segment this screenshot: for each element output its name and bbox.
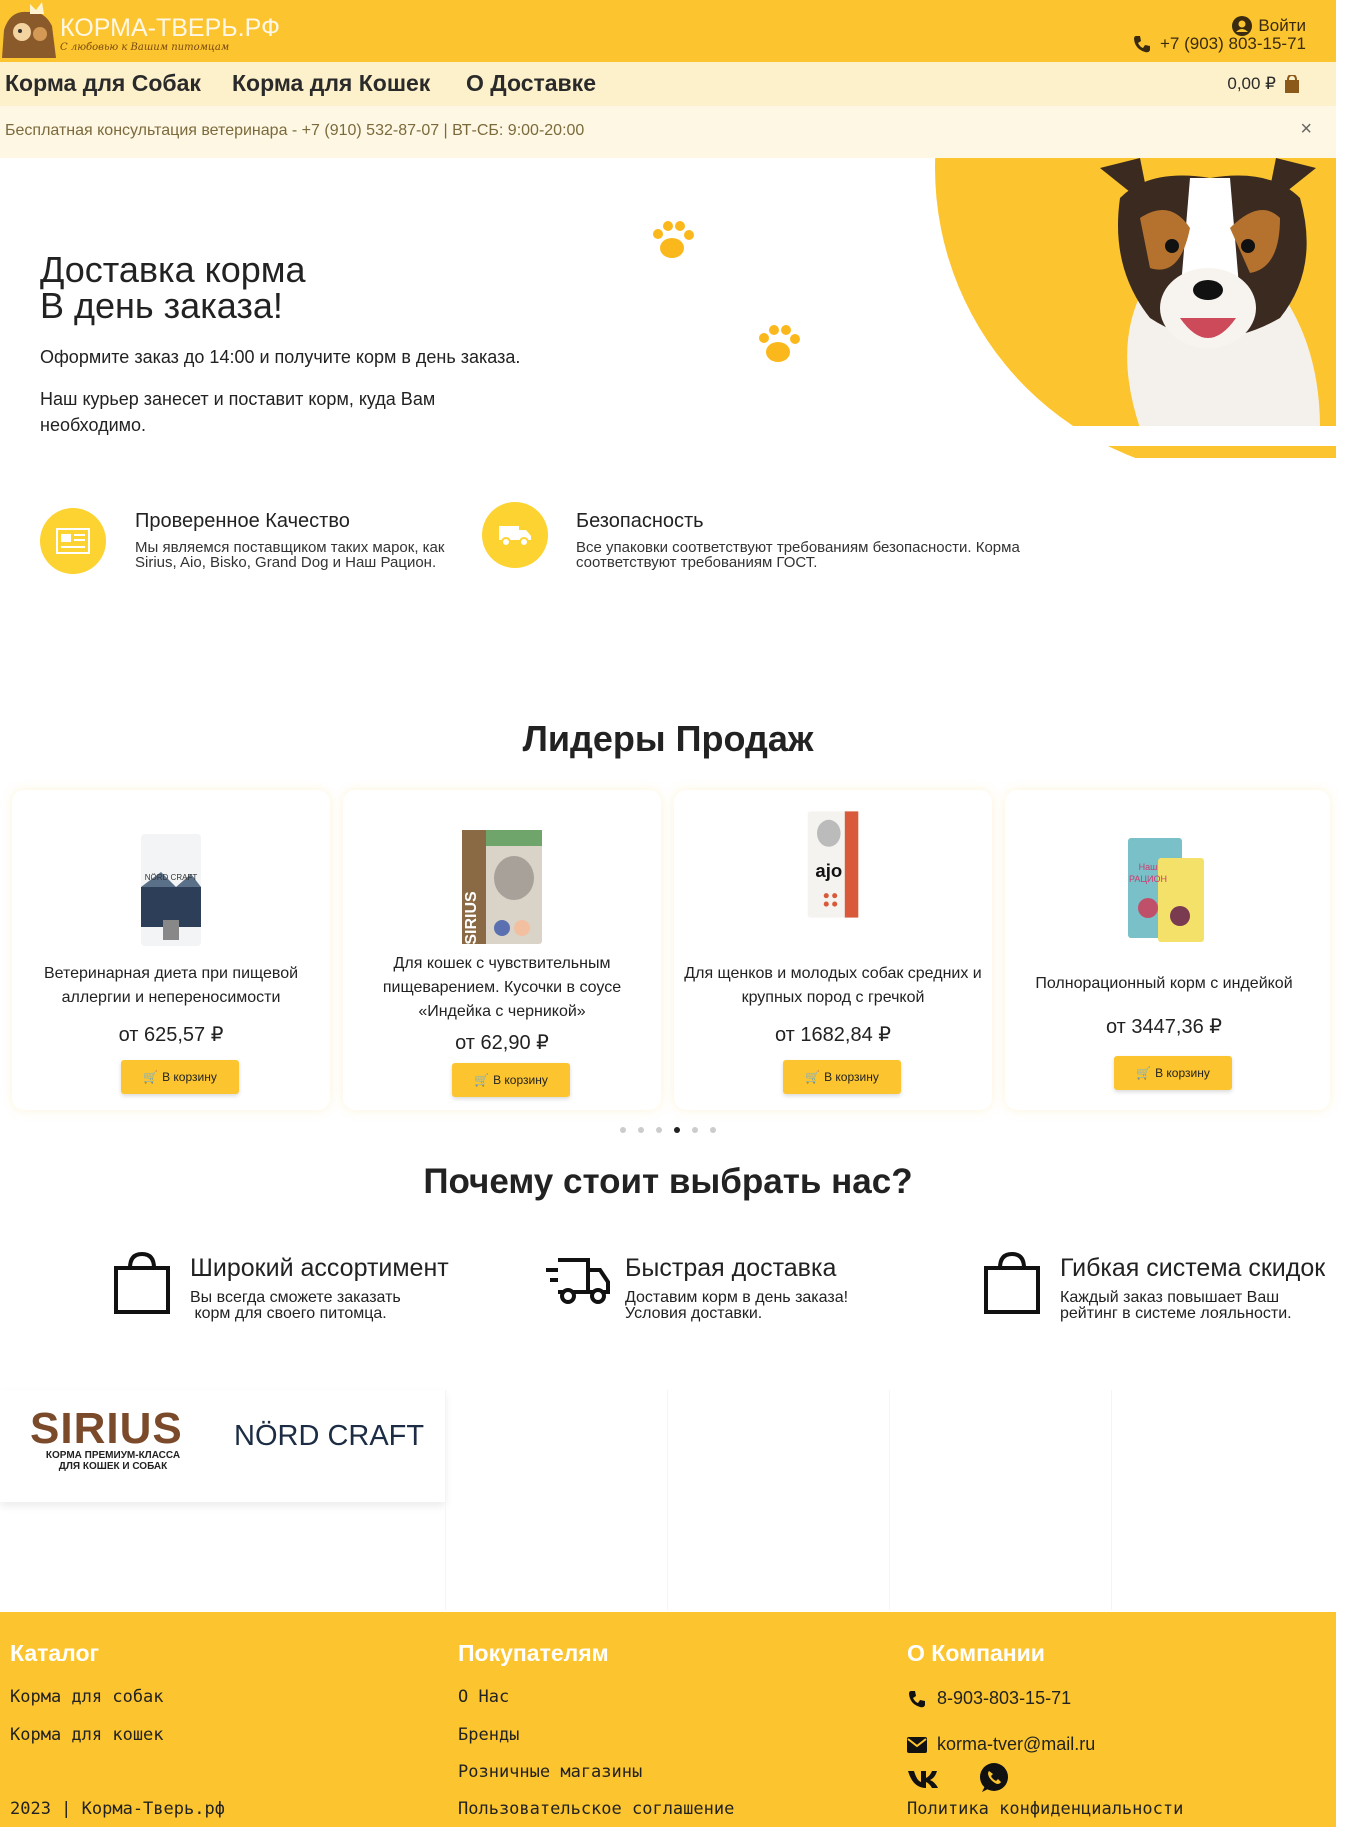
why-discount: [1060, 1250, 1336, 1330]
add-to-cart-label: В корзину: [1155, 1066, 1210, 1080]
footer-email-text: korma-tver@mail.ru: [937, 1734, 1096, 1754]
product-title[interactable]: Ветеринарная диета при пищевой аллергии и непереносимости: [43, 965, 299, 1006]
cart-icon: 🛒: [474, 1073, 490, 1087]
brand-sirius-tagline-1: КОРМА ПРЕМИУМ-КЛАССА: [45, 1450, 181, 1461]
why-discount-text-1: Каждый заказ повышает Ваш: [1060, 1289, 1280, 1306]
why-assortment-title: Широкий ассортимент: [190, 1254, 449, 1282]
brand-sirius-name: SIRIUS: [30, 1404, 183, 1453]
delivery-truck-icon: [544, 1254, 612, 1306]
feature-quality-title: Проверенное Качество: [135, 510, 350, 532]
product-card[interactable]: [343, 790, 661, 1110]
product-price: от 1682,84 ₽: [775, 1024, 891, 1046]
paw-icon: [648, 216, 698, 266]
carousel-dot-active[interactable]: [674, 1127, 680, 1133]
brand-slot-empty: [667, 1390, 889, 1610]
product-title[interactable]: Для кошек с чувствительным пищеварением. Кусочки в соусе «Индейка с черникой»: [382, 955, 622, 1020]
product-image: [121, 832, 221, 950]
brand-sirius-tagline-2: ДЛЯ КОШЕК И СОБАК: [58, 1461, 168, 1472]
carousel-dot[interactable]: [692, 1127, 698, 1133]
paw-icon: [754, 320, 804, 370]
feature-safety-title: Безопасность: [576, 510, 704, 532]
product-price: от 62,90 ₽: [455, 1032, 549, 1054]
add-to-cart-button[interactable]: [783, 1060, 901, 1094]
product-card[interactable]: [1005, 790, 1330, 1110]
footer-phone-text: 8-903-803-15-71: [937, 1688, 1072, 1708]
footer: [0, 1612, 1336, 1827]
footer-link-about[interactable]: О Нас: [458, 1687, 510, 1707]
feature-safety-text: Все упаковки соответствуют требованиям безопасности. Корма соответствуют требованиям ГОСТ.: [576, 539, 1020, 571]
carousel-dot[interactable]: [710, 1127, 716, 1133]
footer-link-brands[interactable]: Бренды: [458, 1725, 520, 1745]
nav-dog-food[interactable]: Корма для Собак: [5, 70, 201, 96]
add-to-cart-label: В корзину: [162, 1070, 217, 1084]
feature-quality: [40, 508, 106, 574]
login-link[interactable]: [1232, 16, 1306, 36]
svg-text:ajo: ajo: [815, 860, 843, 882]
cart-icon: 🛒: [1136, 1066, 1152, 1080]
brand-sirius-tagline: [30, 1450, 196, 1472]
product-price: от 625,57 ₽: [118, 1024, 224, 1046]
shopping-bag-icon: [112, 1250, 172, 1316]
brand-slot-empty: [445, 1390, 667, 1610]
footer-link-cat-food[interactable]: Корма для кошек: [10, 1725, 164, 1745]
login-label: Войти: [1258, 16, 1306, 35]
why-discount-text-2: рейтинг в системе лояльности.: [1060, 1305, 1292, 1322]
phone-icon: [1132, 34, 1152, 54]
carousel-dot[interactable]: [620, 1127, 626, 1133]
vk-icon[interactable]: [907, 1768, 939, 1790]
product-card[interactable]: [674, 790, 992, 1110]
logo-title[interactable]: КОРМА-ТВЕРЬ.РФ: [60, 14, 280, 42]
product-image: [452, 828, 552, 946]
nav-delivery[interactable]: О Доставке: [466, 70, 596, 96]
why-delivery-title: Быстрая доставка: [625, 1254, 837, 1282]
footer-catalog-title: Каталог: [10, 1640, 100, 1666]
cart-total: 0,00 ₽: [1227, 74, 1276, 93]
brand-nord-craft[interactable]: [222, 1390, 445, 1502]
brand-nord-name: NÖRD CRAFT: [234, 1420, 425, 1452]
carousel-dot[interactable]: [656, 1127, 662, 1133]
envelope-icon: [907, 1737, 927, 1753]
why-assortment-text-1: Вы всегда сможете заказать: [190, 1289, 401, 1306]
why-assortment-text-2: корм для своего питомца.: [190, 1305, 387, 1322]
svg-text:Наш: Наш: [1138, 862, 1158, 872]
why-discount-title: Гибкая система скидок: [1060, 1254, 1326, 1282]
why-delivery-text: [625, 1290, 848, 1322]
add-to-cart-label: В корзину: [493, 1073, 548, 1087]
hero-title-line2: В день заказа!: [40, 285, 283, 326]
whatsapp-icon[interactable]: [978, 1762, 1010, 1794]
add-to-cart-button[interactable]: [1114, 1056, 1232, 1090]
why-assortment-text: [190, 1290, 401, 1322]
why-delivery-text-1: Доставим корм в день заказа!: [625, 1289, 849, 1306]
dog-photo: [1080, 158, 1336, 428]
footer-company-title: О Компании: [907, 1640, 1045, 1666]
shopping-bag-icon: [1284, 75, 1300, 93]
user-icon: [1232, 16, 1252, 36]
hero-title: [40, 249, 306, 326]
brand-slot-empty: [1111, 1390, 1336, 1610]
why-discount-text: [1060, 1290, 1292, 1322]
header-phone-text: +7 (903) 803-15-71: [1159, 34, 1306, 53]
footer-link-terms[interactable]: Пользовательское соглашение: [458, 1799, 735, 1819]
why-delivery-text-2[interactable]: Условия доставки.: [625, 1305, 763, 1322]
carousel-dot[interactable]: [638, 1127, 644, 1133]
header-phone[interactable]: [1132, 34, 1306, 54]
svg-text:NÖRD CRAFT: NÖRD CRAFT: [144, 873, 198, 882]
why-title: Почему стоит выбрать нас?: [423, 1162, 913, 1201]
promo-text: Бесплатная консультация ветеринара - +7 (910) 532-87-07 | ВТ-СБ: 9:00-20:00: [5, 122, 585, 139]
product-title[interactable]: Для щенков и молодых собак средних и крупных пород с гречкой: [684, 965, 982, 1006]
cart-button[interactable]: [1227, 74, 1300, 94]
hero-text-1: Оформите заказ до 14:00 и получите корм в день заказа.: [40, 347, 521, 367]
product-image: [783, 808, 883, 926]
feature-quality-text: Мы являемся поставщиком таких марок, как Sirius, Aio, Bisko, Grand Dog и Наш Рацион.: [135, 539, 445, 571]
feature-safety: [482, 502, 548, 568]
footer-link-stores[interactable]: Розничные магазины: [458, 1762, 643, 1782]
footer-email[interactable]: [907, 1734, 1095, 1755]
svg-text:SIRIUS: SIRIUS: [463, 891, 480, 945]
add-to-cart-button[interactable]: [452, 1063, 570, 1097]
nav-cat-food[interactable]: Корма для Кошек: [232, 70, 431, 96]
svg-text:РАЦИОН: РАЦИОН: [1128, 874, 1168, 884]
footer-phone[interactable]: [907, 1688, 1071, 1709]
close-icon[interactable]: ×: [1300, 118, 1312, 140]
certificate-icon: [40, 508, 106, 574]
shopping-bag-icon: [982, 1250, 1042, 1316]
footer-link-dog-food[interactable]: Корма для собак: [10, 1687, 164, 1707]
footer-copyright: 2023 | Корма-Тверь.рф: [10, 1799, 225, 1819]
hero-title-line1: Доставка корма: [40, 249, 306, 290]
leaders-title: Лидеры Продаж: [522, 718, 814, 759]
main-nav: [0, 62, 1336, 106]
cart-icon: 🛒: [805, 1070, 821, 1084]
footer-buyers-title: Покупателям: [458, 1640, 609, 1666]
footer-link-privacy[interactable]: Политика конфиденциальности: [907, 1799, 1184, 1819]
product-card[interactable]: [12, 790, 330, 1110]
product-price: от 3447,36 ₽: [1106, 1016, 1222, 1038]
product-title[interactable]: Полнорационный корм с индейкой: [1035, 975, 1293, 992]
brand-slot-empty: [889, 1390, 1111, 1610]
logo-icon[interactable]: [0, 0, 60, 62]
promo-bar: [0, 106, 1336, 158]
cart-icon: 🛒: [143, 1070, 159, 1084]
hero-text-2: Наш курьер занесет и поставит корм, куда Вам необходимо.: [40, 389, 436, 435]
logo-subtitle: С любовью к Вашим питомцам: [60, 42, 230, 53]
phone-icon: [907, 1689, 927, 1709]
add-to-cart-button[interactable]: [121, 1060, 239, 1094]
truck-icon: [482, 502, 548, 568]
brand-sirius[interactable]: [0, 1390, 222, 1502]
top-header: [0, 0, 1336, 62]
add-to-cart-label: В корзину: [824, 1070, 879, 1084]
product-image: [1114, 828, 1214, 946]
